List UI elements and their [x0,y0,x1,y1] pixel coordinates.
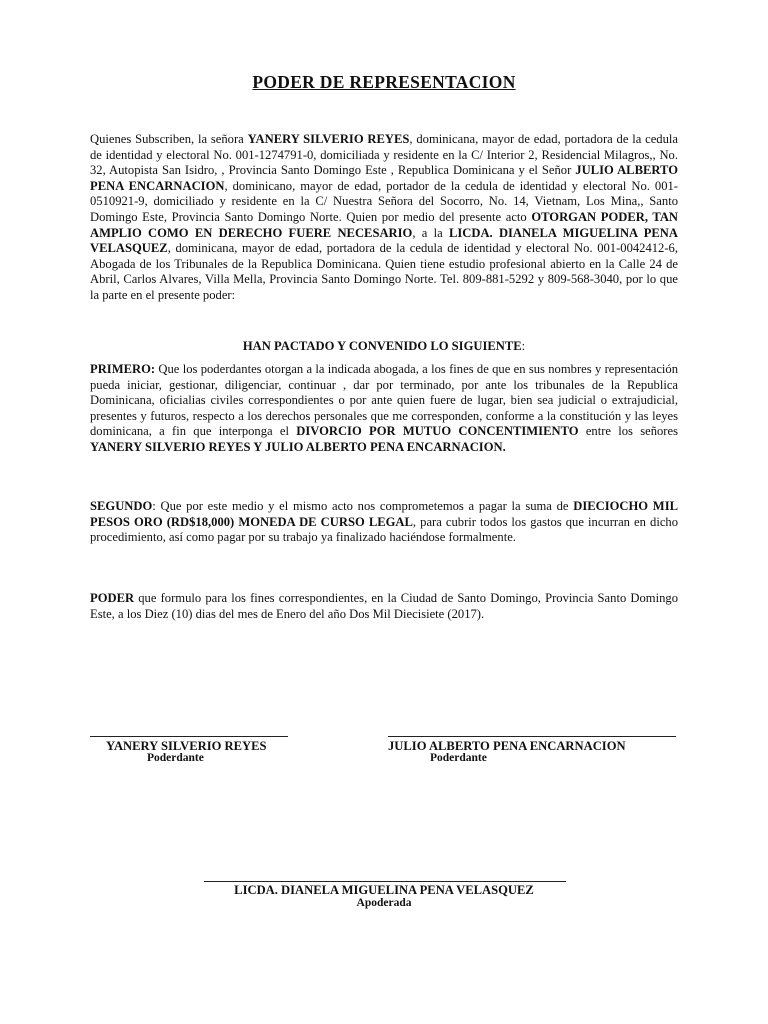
intro-text-5: , dominicana, mayor de edad, portadora de la cedula de identidad y electoral No. 001-0042412-6, Abogada de los Tribunales de la Republica Dominicana. Quien tiene estudio profesional abierto en la Calle 24 de Abril, Carlos Alvares, Villa Mella, Provincia Santo Domingo Norte. Tel. 809-881-5292 y 809-568-3040, por lo que la parte en el presente poder: [90,241,678,302]
agreement-heading-colon: : [521,339,526,353]
document-title: PODER DE REPRESENTACION [252,72,516,92]
grantor-name-1: YANERY SILVERIO REYES [247,132,410,146]
segundo-paragraph [90,499,678,546]
signature-role-bottom: Apoderada [356,897,412,909]
parties-names: YANERY SILVERIO REYES Y JULIO ALBERTO PENA ENCARNACION. [90,439,506,454]
intro-text-2: , dominicana, mayor de edad, portadora de la cedula de identidad y electoral No. 001-1274791-0, domiciliada y residente en la C/ Interior 2, Residencial Milagros,, No. 32, Autopista San Isidro, , Provincia Santo Domingo Este , Republica Dominicana y el Señor [90,132,678,178]
divorce-clause: DIVORCIO POR MUTUO CONCENTIMIENTO [296,424,579,439]
amount-clause: DIECIOCHO MIL PESOS ORO (RD$18,000) MONEDA DE CURSO LEGAL [90,499,678,529]
primero-text-1: Que los poderdantes otorgan a la indicada abogada, a los fines de que en sus nombres y representación pueda iniciar, gestionar, diligenciar, continuar , dar por terminado, por ante los tribunales de la Republica Dominicana, oficialias civiles correspondientes o por ante quien fuere de lugar, bien sea judicial o extrajudicial, presentes y futuros, respecto a los derechos personales que me corresponden, conforme a la constitución y las leyes dominicana, a fin que interponga el [90,362,678,439]
signature-line-right [388,736,676,737]
signature-name-left: YANERY SILVERIO REYES [106,739,267,753]
poder-paragraph [90,591,678,622]
attorney-name: LICDA. DIANELA MIGUELINA PENA VELASQUEZ [90,225,678,256]
signature-line-left [90,736,288,737]
grantor-name-2: JULIO ALBERTO PENA ENCARNACION [90,163,678,193]
signature-role-left: Poderdante [147,752,204,764]
intro-paragraph [90,132,678,304]
agreement-heading [0,339,768,354]
intro-text-1: Quienes Subscriben, la señora [90,132,248,146]
signature-role-right: Poderdante [430,752,487,764]
signature-name-bottom: LICDA. DIANELA MIGUELINA PENA VELASQUEZ [234,883,534,897]
primero-label: PRIMERO: [90,362,156,376]
primero-text-2: entre los señores [578,424,678,439]
poder-text: que formulo para los fines correspondientes, en la Ciudad de Santo Domingo, Provincia Santo Domingo Este, a los Diez (10) dias del mes de Enero del año Dos Mil Diecisiete (2017). [90,591,678,621]
segundo-text-1: : Que por este medio y el mismo acto nos comprometemos a pagar la suma de [152,499,574,513]
intro-text-3: , dominicano, mayor de edad, portador de la cedula de identidad y electoral No. 001-0510921-9, domiciliado y residente en la C/ Nuestra Señora del Socorro, No. 14, Vietnam, Los Mina,, Santo Domingo Este, Provincia Santo Domingo Norte. Quien por medio del presente acto [90,178,678,224]
grant-clause: OTORGAN PODER, TAN AMPLIO COMO EN DERECHO FUERE NECESARIO [90,209,679,240]
signature-line-bottom [204,881,566,882]
agreement-heading-text: HAN PACTADO Y CONVENIDO LO SIGUIENTE [242,339,522,353]
intro-text-4: , a la [412,225,449,240]
poder-label: PODER [90,591,135,605]
segundo-label: SEGUNDO [90,499,153,513]
segundo-text-2: , para cubrir todos los gastos que incurran en dicho procedimiento, así como pagar por su trabajo ya finalizado haciéndose formalmente. [90,514,679,545]
primero-paragraph [90,362,678,456]
signature-name-right: JULIO ALBERTO PENA ENCARNACION [388,739,626,753]
